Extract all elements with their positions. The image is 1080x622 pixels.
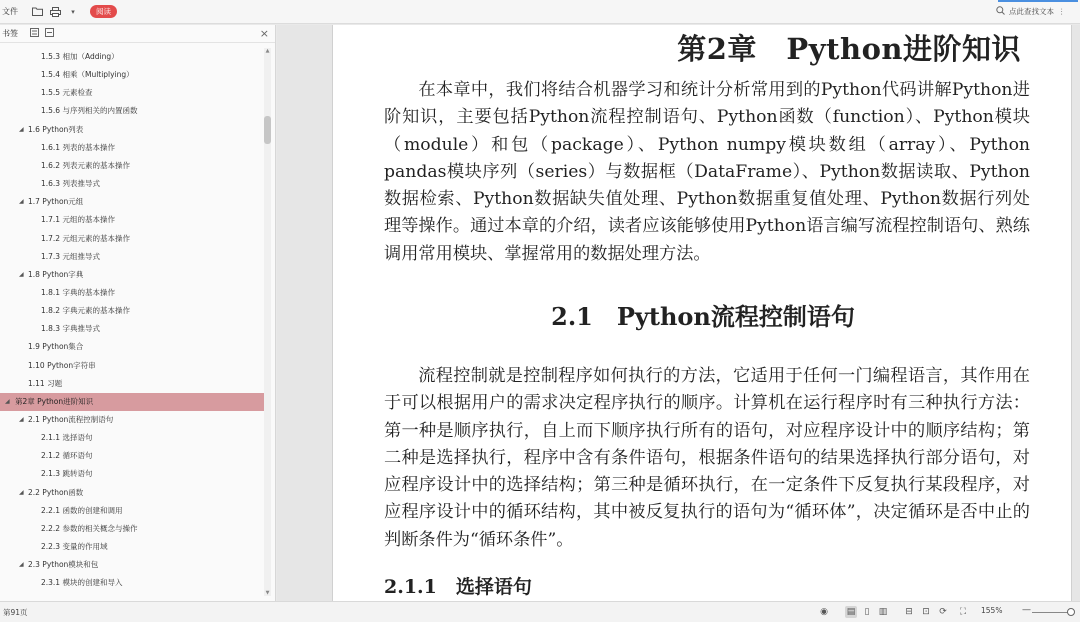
single-page-view-icon[interactable]: ▤ (846, 607, 856, 617)
subsection-title: 2.1.1 选择语句 (384, 576, 532, 598)
expand-arrow-icon[interactable]: ◢ (5, 397, 10, 405)
bookmark-label: 2.1.2 循环语句 (41, 451, 93, 461)
bookmark-label: 1.9 Python集合 (28, 342, 84, 352)
bookmark-item[interactable] (0, 357, 265, 375)
read-mode-button[interactable]: 阅读 (90, 5, 117, 18)
expand-arrow-icon[interactable]: ◢ (19, 416, 24, 423)
bookmark-label: 1.7.1 元组的基本操作 (41, 215, 115, 225)
bookmark-label: 2.1.3 跳转语句 (41, 469, 93, 479)
bookmark-label: 1.7.3 元组推导式 (41, 251, 100, 261)
bookmark-label: 1.6.2 列表元素的基本操作 (41, 160, 130, 170)
bookmark-item[interactable] (0, 230, 265, 248)
intro-paragraph: 在本章中，我们将结合机器学习和统计分析常用到的Python代码讲解Python进阶知识，主要包括Python流程控制语句、Python函数（function）、Python模块（module）和包（package）、Python numpy模块数组（array）、Python pandas模块序列（series）与数据框（DataFrame）、Python数据读取、Python数据检索、Python数据缺失值处理、Python数据重复值处理、Python数据行列处理等操作。通过本章的介绍，读者应该能够使用Python语言编写流程控制语句、熟练调用常用模块、掌握常用的数据处理方法。 (384, 80, 1030, 264)
section-title: 2.1 Python流程控制语句 (551, 302, 855, 331)
bookmark-item[interactable] (0, 320, 265, 338)
bookmark-label: 1.8 Python字典 (28, 269, 84, 279)
print-icon[interactable] (48, 5, 62, 19)
bookmark-label: 1.10 Python字符串 (28, 360, 96, 370)
sidebar-title: 书签 (2, 29, 18, 38)
expand-arrow-icon[interactable]: ◢ (19, 488, 24, 496)
bookmark-item[interactable] (0, 538, 265, 556)
bookmark-label: 1.5.5 元素检查 (41, 88, 93, 98)
bookmark-label: 1.5.6 与序列相关的内置函数 (41, 106, 138, 116)
eye-icon[interactable]: ◉ (820, 607, 828, 617)
bookmark-label: 1.7 Python元组 (28, 197, 84, 207)
bookmark-label: 第2章 Python进阶知识 (15, 396, 94, 406)
close-icon[interactable]: × (259, 27, 269, 40)
bookmark-item[interactable] (0, 302, 265, 320)
zoom-out-icon[interactable]: — (1022, 605, 1031, 615)
zoom-slider-knob[interactable] (1067, 608, 1075, 616)
bookmark-item[interactable] (0, 375, 265, 393)
page-indicator[interactable]: 第91页 (3, 607, 28, 617)
bookmark-item[interactable] (0, 84, 265, 102)
bookmark-label: 2.1.1 选择语句 (41, 433, 93, 443)
bookmark-item[interactable] (0, 502, 265, 520)
bookmark-label: 1.6 Python列表 (28, 124, 84, 134)
bookmark-label: 1.6.1 列表的基本操作 (41, 142, 115, 152)
file-menu[interactable]: 文件 (2, 7, 18, 16)
bookmark-label: 2.3 Python模块和包 (28, 560, 99, 570)
scroll-up-icon[interactable]: ▲ (265, 48, 270, 54)
sidebar-scrollbar[interactable] (264, 48, 271, 596)
bookmark-label: 2.2.3 变量的作用域 (41, 542, 108, 552)
double-page-view-icon[interactable]: ▯ (864, 607, 870, 617)
chapter-title: 第2章 Python进阶知识 (677, 32, 1021, 66)
bookmark-tree (0, 48, 265, 596)
bookmark-item[interactable] (0, 484, 265, 502)
folder-icon[interactable] (30, 5, 44, 19)
bookmark-item[interactable] (0, 66, 265, 84)
expand-all-icon[interactable] (30, 28, 39, 40)
bookmark-item[interactable] (0, 48, 265, 66)
top-toolbar (0, 0, 1080, 24)
bookmark-label: 1.5.4 相乘（Multiplying） (41, 70, 134, 80)
bookmark-label: 1.8.1 字典的基本操作 (41, 287, 115, 297)
sidebar-header (0, 25, 275, 43)
search-placeholder: 点此查找文本 (1009, 7, 1054, 16)
bookmark-item[interactable] (0, 338, 265, 356)
expand-arrow-icon[interactable]: ◢ (19, 561, 24, 569)
bookmark-item[interactable] (0, 121, 265, 139)
expand-arrow-icon[interactable]: ◢ (19, 270, 24, 278)
bookmark-item[interactable] (0, 520, 265, 538)
bookmark-label: 1.11 习题 (28, 378, 63, 388)
scrollbar-thumb[interactable] (264, 116, 271, 144)
bookmark-item[interactable] (0, 102, 265, 120)
bookmark-item-active[interactable] (0, 393, 265, 411)
bookmark-item[interactable] (0, 429, 265, 447)
bookmark-label: 2.3.1 模块的创建和导入 (41, 578, 123, 588)
bookmark-sidebar (0, 25, 276, 601)
bookmark-label: 1.5.3 相加（Adding） (41, 52, 119, 61)
fullscreen-icon[interactable]: ⛶ (959, 607, 967, 617)
bookmark-item[interactable] (0, 447, 265, 465)
more-options-icon[interactable]: ⋮ (1058, 7, 1066, 16)
bookmark-label: 1.8.3 字典推导式 (41, 324, 100, 334)
rotate-icon[interactable]: ⟳ (939, 607, 947, 617)
search-input[interactable] (996, 3, 1076, 20)
bookmark-item[interactable] (0, 411, 265, 429)
bookmark-label: 2.2 Python函数 (28, 487, 84, 497)
bookmark-label: 1.6.3 列表推导式 (41, 179, 100, 189)
bookmark-item[interactable] (0, 465, 265, 483)
bookmark-item[interactable] (0, 574, 265, 592)
fit-width-icon[interactable]: ⊟ (905, 607, 913, 617)
bookmark-item[interactable] (0, 211, 265, 229)
bookmark-item[interactable] (0, 248, 265, 266)
fit-page-icon[interactable]: ⊡ (922, 607, 930, 617)
search-icon (996, 6, 1005, 18)
section-paragraph: 流程控制就是控制程序如何执行的方法，它适用于任何一门编程语言，其作用在于可以根据用户的需求决定程序执行的顺序。计算机在运行程序时有三种执行方法：第一种是顺序执行，自上而下顺序执行所有的语句，对应程序设计中的顺序结构；第二种是选择执行，程序中含有条件语句，根据条件语句的结果选择执行部分语句，对应程序设计中的选择结构；第三种是循环执行，在一定条件下反复执行某段程序，对应程序设计中的循环结构，其中被反复执行的语句为“循环体”，决定循环是否中止的判断条件为“循环条件”。 (384, 366, 1030, 550)
bookmark-label: 1.8.2 字典元素的基本操作 (41, 306, 130, 316)
book-view-icon[interactable]: ▥ (878, 607, 888, 617)
bookmark-item[interactable] (0, 556, 265, 574)
bookmark-item[interactable] (0, 157, 265, 175)
bookmark-label: 2.1 Python流程控制语句 (28, 415, 114, 424)
scroll-down-icon[interactable]: ▼ (265, 590, 270, 596)
zoom-slider[interactable] (1032, 612, 1070, 613)
bookmark-label: 2.2.2 参数的相关概念与操作 (41, 523, 138, 533)
bookmark-item[interactable] (0, 175, 265, 193)
search-highlight-bar (998, 0, 1078, 2)
bookmark-label: 2.2.1 函数的创建和调用 (41, 505, 123, 515)
collapse-all-icon[interactable] (45, 28, 54, 40)
chevron-down-icon[interactable]: ▾ (71, 7, 75, 16)
zoom-level[interactable]: 155% (981, 606, 1003, 615)
bookmark-label: 1.7.2 元组元素的基本操作 (41, 233, 130, 243)
expand-arrow-icon[interactable]: ◢ (19, 125, 24, 133)
expand-arrow-icon[interactable]: ◢ (19, 198, 24, 206)
status-bar (0, 601, 1080, 622)
document-viewport[interactable] (277, 25, 1080, 601)
bookmark-item[interactable] (0, 284, 265, 302)
bookmark-item[interactable] (0, 193, 265, 211)
bookmark-item[interactable] (0, 266, 265, 284)
bookmark-item[interactable] (0, 139, 265, 157)
document-page (332, 25, 1072, 601)
